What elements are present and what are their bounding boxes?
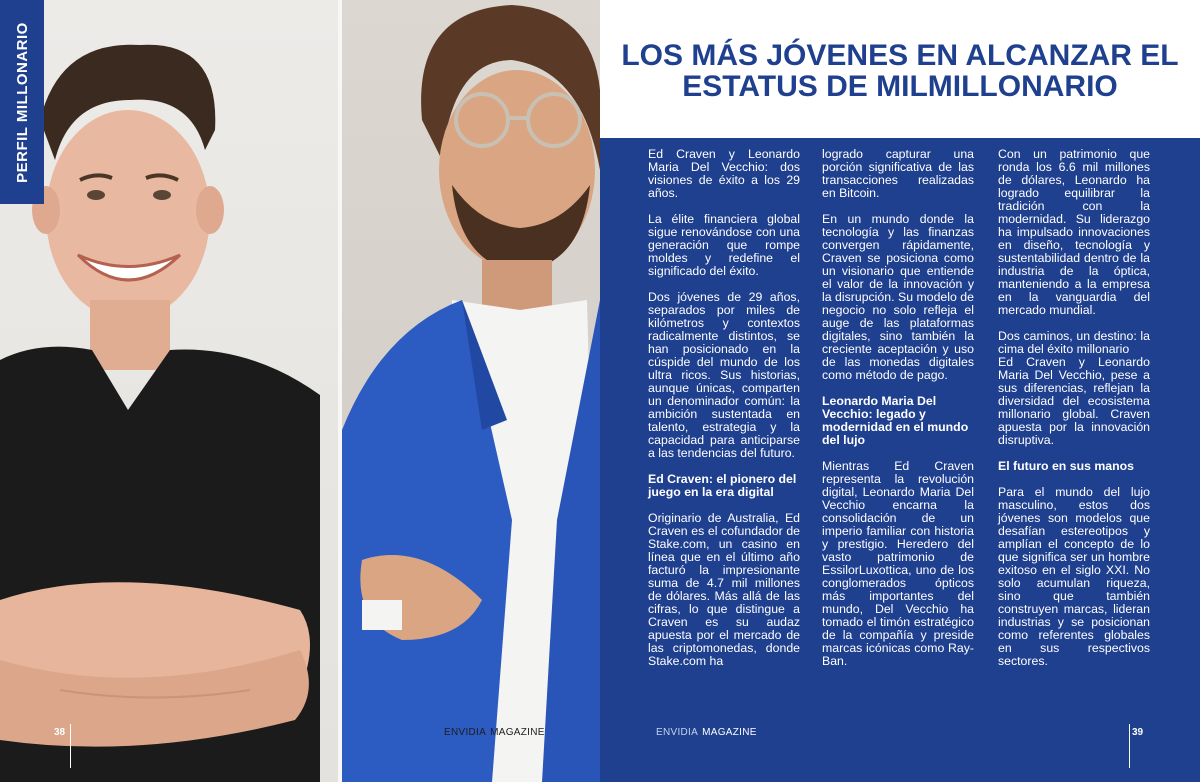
ed-craven-illustration [0,0,340,782]
paragraph: Dos jóvenes de 29 años, separados por miles de kilómetros y contextos radicalmente distintos, se han posicionado en la cúspide del mundo de los ultra ricos. Sus historias, aunque únicas, comparten un denominador común: la ambición sustentada en talento, estrategia y la capacidad para anticiparse a las tendencias del futuro. [648,290,800,460]
photo-ed-craven [0,0,340,782]
paragraph: Para el mundo del lujo masculino, estos dos jóvenes son modelos que desafían estereotipos y amplían el concepto de lo que significa ser un hombre exitoso en el siglo XXI. No solo acumulan riqueza, sino que también construyen marcas, lideran industrias y se posicionan como referentes globales en sus respectivos sectores. [998,485,1150,668]
subheading-ed-craven: Ed Craven: el pionero del juego en la era digital [648,472,797,499]
right-page [600,0,1200,782]
footer-right [656,727,757,738]
article-column-2 [822,148,974,681]
subheading-del-vecchio: Leonardo Maria Del Vecchio: legado y modernidad en el mundo del lujo [822,394,969,447]
footer-magazine-right: MAGAZINE [702,727,757,738]
paragraph: En un mundo donde la tecnología y las finanzas convergen rápidamente, Craven se posiciona como un visionario que entiende el valor de la innovación y la disrupción. Su modelo de negocio no solo refleja el auge de las plataformas digitales, sino también la creciente aceptación y uso de las monedas digitales como método de pago. [822,212,974,382]
footer-rule-left [70,724,71,768]
paragraph: La élite financiera global sigue renovándose con una generación que rompe moldes y redefine el significado del éxito. [648,212,800,278]
article-column-3 [998,148,1150,681]
section-tab [0,0,44,204]
paragraph-lead: Dos caminos, un destino: la cima del éxito millonario [998,329,1150,356]
page-number-left: 38 [54,727,66,738]
footer-brand-left: ENVIDIA [444,727,487,738]
paragraph-body: Ed Craven y Leonardo Maria Del Vecchio, pese a sus diferencias, reflejan la diversidad del ecosistema millonario global. Craven apuesta por la innovación disruptiva. [998,355,1150,447]
paragraph: Con un patrimonio que ronda los 6.6 mil millones de dólares, Leonardo ha logrado equilibrar la tradición con la modernidad. Su liderazgo ha impulsado innovaciones en diseño, tecnología y sustentabilidad dentro de la industria de la óptica, manteniendo a la empresa en la vanguardia del mercado mundial. [998,147,1150,317]
footer-left [444,727,545,738]
subheading-futuro: El futuro en sus manos [998,459,1134,473]
footer-magazine-left: MAGAZINE [490,727,545,738]
del-vecchio-illustration [342,0,600,782]
photo-leonardo-del-vecchio [342,0,600,782]
paragraph: Originario de Australia, Ed Craven es el cofundador de Stake.com, un casino en línea que en el último año facturó la impresionante suma de 4.7 mil millones de dólares. Más allá de las cifras, lo que distingue a Craven es su audaz apuesta por el mercado de las criptomonedas, donde Stake.com ha [648,511,800,668]
footer-rule-right [1129,724,1130,768]
paragraph: logrado capturar una porción significativa de las transacciones realizadas en Bitcoin. [822,147,974,200]
article-column-1 [648,148,800,681]
section-tab-label: PERFIL MILLONARIO [13,21,31,183]
paragraph: Ed Craven y Leonardo Maria Del Vecchio: dos visiones de éxito a los 29 años. [648,147,800,200]
title-band [600,0,1200,138]
paragraph [998,330,1150,447]
footer-brand-right: ENVIDIA [656,727,699,738]
page-number-right: 39 [1132,727,1144,738]
paragraph: Mientras Ed Craven representa la revolución digital, Leonardo Maria Del Vecchio encarna la consolidación de un imperio familiar con historia y prestigio. Heredero del vasto patrimonio de EssilorLuxottica, uno de los conglomerados ópticos más importantes del mundo, Del Vecchio ha tomado el timón estratégico de la compañía y preside marcas icónicas como Ray-Ban. [822,459,974,668]
article-headline: LOS MÁS JÓVENES EN ALCANZAR EL ESTATUS DE MILMILLONARIO [621,39,1179,103]
